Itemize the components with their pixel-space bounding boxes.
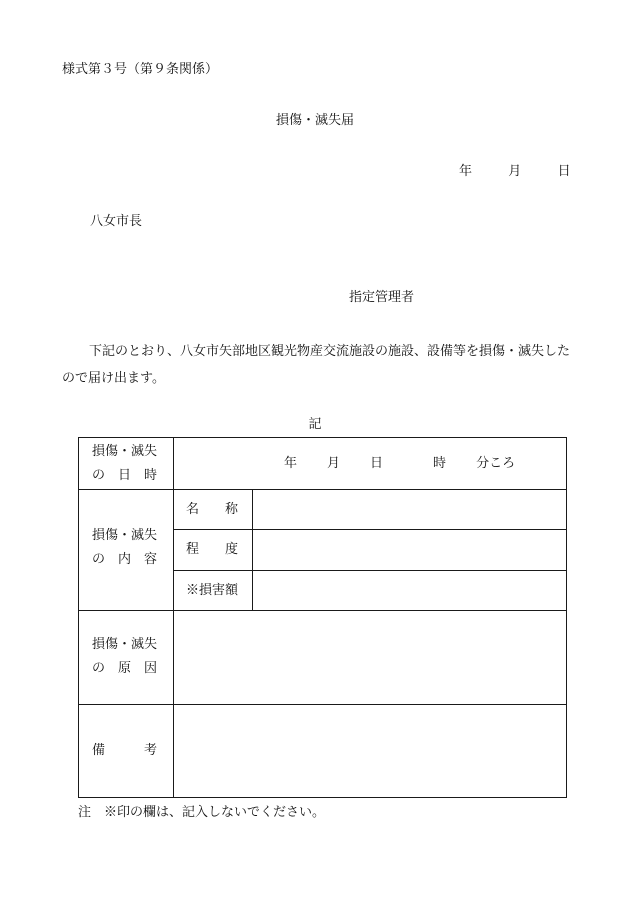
report-table — [78, 437, 567, 798]
ki-heading: 記 — [308, 417, 322, 432]
cause-label — [92, 633, 157, 681]
content-label-line2: の 内 容 — [92, 552, 158, 567]
content-label — [92, 524, 157, 572]
table-subrow-divider — [173, 529, 567, 530]
datetime-minute-label: 分ころ — [476, 456, 516, 471]
submission-date — [459, 164, 571, 180]
table-sublabel-divider — [252, 489, 253, 611]
footer-note: 注 ※印の欄は、記入しないでください。 — [78, 805, 326, 820]
table-row-divider — [78, 610, 567, 611]
datetime-label — [92, 440, 157, 488]
datetime-label-line2: の 日 時 — [92, 468, 158, 483]
datetime-label-line1: 損傷・滅失 — [92, 444, 158, 459]
body-paragraph: 下記のとおり、八女市矢部地区観光物産交流施設の施設、設備等を損傷・滅失したので届け出ます。 — [62, 344, 571, 386]
addressee: 八女市長 — [90, 214, 143, 229]
name-sublabel: 名 称 — [186, 502, 239, 517]
table-row-divider — [78, 489, 567, 490]
remarks-label: 備 考 — [92, 743, 158, 758]
cause-label-line2: の 原 因 — [92, 661, 158, 676]
cause-label-line1: 損傷・滅失 — [92, 637, 158, 652]
date-month-label: 月 — [508, 164, 522, 179]
datetime-value-field[interactable] — [284, 456, 515, 472]
manager-label: 指定管理者 — [349, 290, 415, 305]
table-border-bottom — [78, 797, 567, 798]
body-text — [62, 338, 582, 392]
damage-amount-sublabel: ※損害額 — [186, 583, 239, 598]
datetime-day-label: 日 — [370, 456, 384, 471]
table-border-right — [566, 437, 567, 798]
date-day-label: 日 — [557, 164, 571, 179]
table-row-divider — [78, 704, 567, 705]
table-border-top — [78, 437, 567, 438]
table-subrow-divider — [173, 570, 567, 571]
date-year-label: 年 — [459, 164, 473, 179]
content-label-line1: 損傷・滅失 — [92, 528, 158, 543]
degree-sublabel: 程 度 — [186, 542, 239, 557]
datetime-year-label: 年 — [284, 456, 298, 471]
datetime-month-label: 月 — [327, 456, 341, 471]
document-title: 損傷・滅失届 — [275, 113, 354, 128]
form-number: 様式第３号（第９条関係） — [62, 62, 219, 77]
datetime-hour-label: 時 — [433, 456, 447, 471]
table-border-left — [78, 437, 79, 798]
table-label-divider — [173, 437, 174, 798]
